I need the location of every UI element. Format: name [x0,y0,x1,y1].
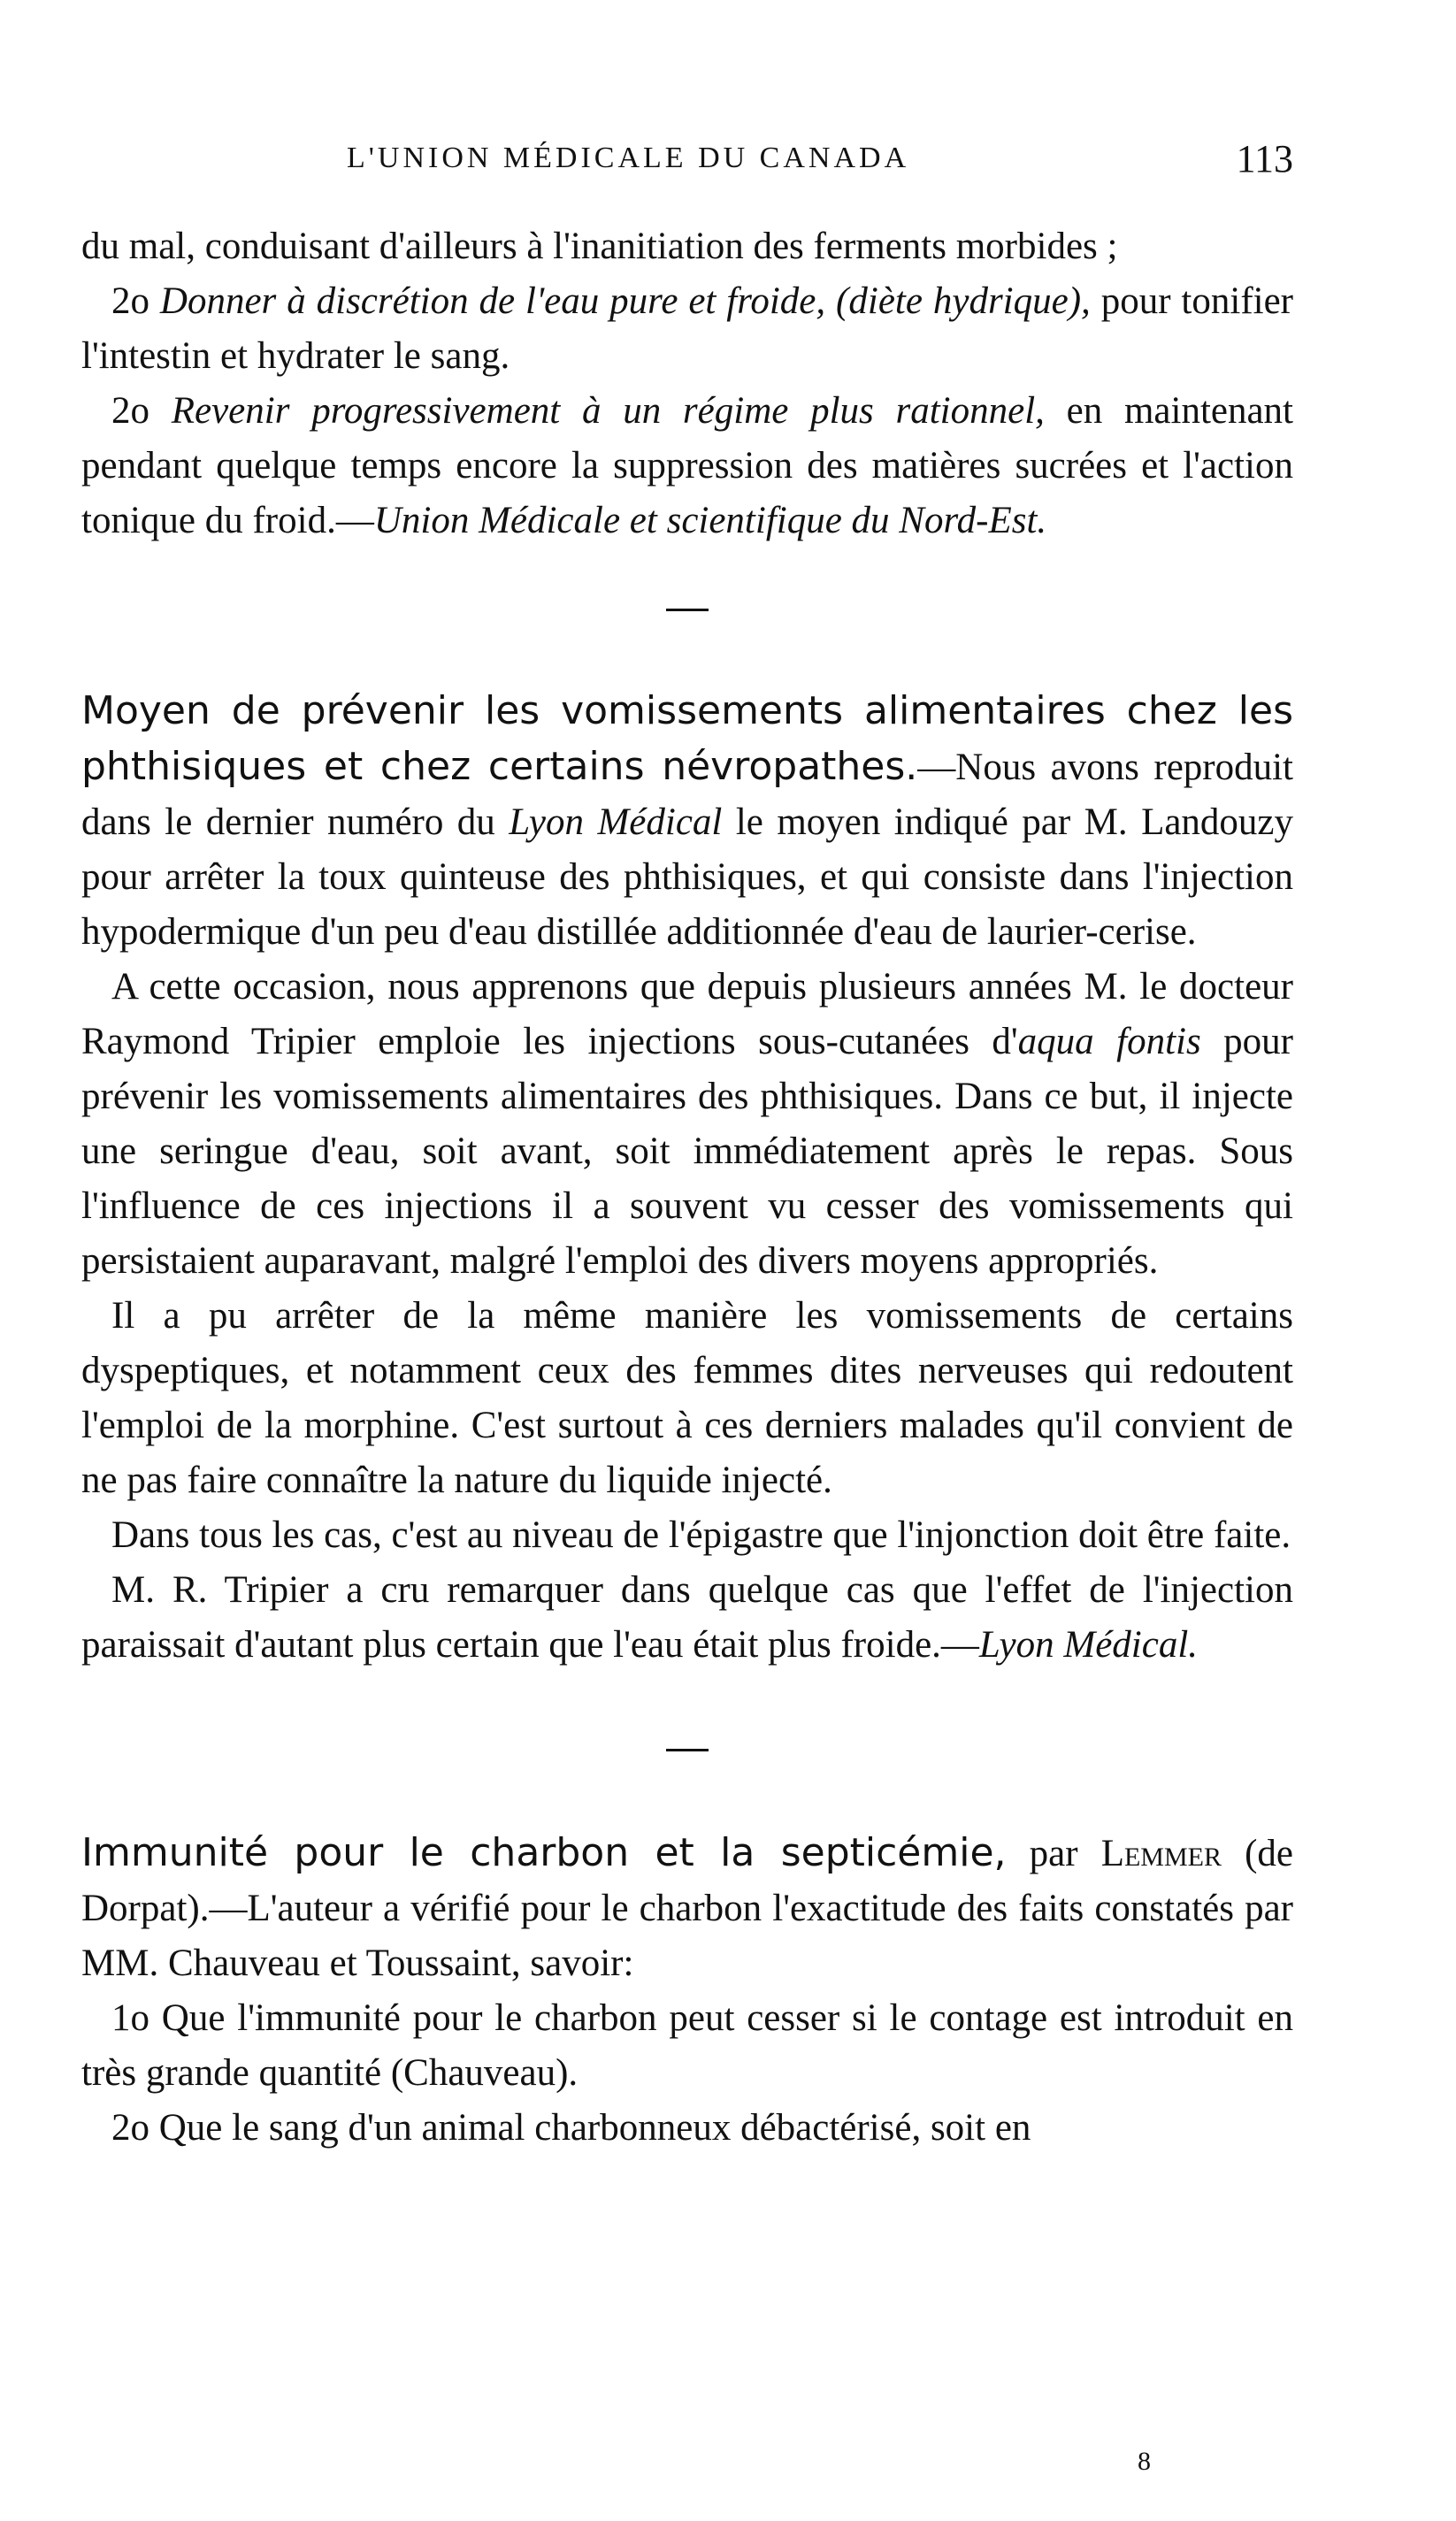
italic-phrase: Revenir progressivement à un régime plus rationnel, [171,390,1045,432]
paragraph-text: A cette occasion, nous apprenons que depuis plusieurs années M. le docteur Raymond Tripier emploie les injections sous-cutanées d' [81,966,1293,1062]
article-1-paragraph-2 [81,960,1293,1289]
italic-phrase: Donner à discrétion de l'eau pure et froide, (diète hydrique), [159,280,1091,322]
paragraph-text: (de Dorpat).—L'auteur a vérifié pour le charbon l'exactitude des faits constatés par MM. Chauveau et Toussaint, savoir: [81,1833,1294,1984]
title-dash: — [917,747,956,788]
paragraph-text: pour tonifier l'intestin et hydrater le sang. [81,280,1294,377]
paragraph-continuation: du mal, conduisant d'ailleurs à l'inanitiation des ferments morbides ; [81,226,1118,267]
source-citation: Lyon Médical. [978,1624,1199,1666]
article-2-title: Immunité pour le charbon et la septicémie, [81,1830,1007,1875]
paragraph-text: le moyen indiqué par M. Landouzy pour arrêter la toux quinteuse des phthisiques, et qui consiste dans l'injection hypodermique d'un peu d'eau distillée additionnée d'eau de laurier-cerise. [81,801,1294,953]
paragraph-text: M. R. Tripier a cru remarquer dans quelque cas que l'effet de l'injection paraissait d'autant plus certain que l'eau était plus froide.— [81,1569,1293,1666]
page-number: 113 [1236,137,1293,180]
author-name: Lemmer [1100,1833,1222,1874]
source-citation: Union Médicale et scientifique du Nord-Est. [373,500,1047,541]
paragraph-text: en maintenant pendant quelque temps encore la suppression des matières sucrées et l'action tonique du froid.— [81,390,1294,541]
paragraph-text: Nous avons reproduit dans le dernier numéro du [81,747,1293,843]
article-1-paragraph-4: Dans tous les cas, c'est au niveau de l'épigastre que l'injonction doit être faite. [111,1514,1291,1556]
article-2-item-1: 1o Que l'immunité pour le charbon peut cesser si le contage est introduit en très grande quantité (Chauveau). [81,1997,1293,2094]
paragraph-item-2 [81,274,1293,384]
article-1-first-paragraph [81,684,1293,960]
paragraph-item-3 [81,384,1293,548]
article-1-paragraph-3: Il a pu arrêter de la même manière les vomissements de certains dyspeptiques, et notamment ceux des femmes dites nerveuses qui redoutent l'emploi de la morphine. C'est surtout à ces derniers malades qu'il convient de ne pas faire connaître la nature du liquide injecté. [81,1295,1293,1501]
page-body [81,219,1293,2156]
byline-par: par [1006,1833,1101,1874]
running-title: L'UNION MÉDICALE DU CANADA [347,142,910,174]
section-divider [666,1749,709,1751]
item-number: 2o [111,390,172,432]
section-divider [666,609,709,611]
journal-name: Lyon Médical [509,801,723,843]
item-number: 2o [111,280,160,322]
page-header [81,137,1293,195]
article-2-item-2: 2o Que le sang d'un animal charbonneux débactérisé, soit en [111,2107,1031,2149]
article-2-first-paragraph [81,1826,1293,1991]
article-1-paragraph-5 [81,1563,1293,1673]
signature-mark: 8 [1138,2447,1151,2476]
latin-phrase: aqua fontis [1017,1021,1201,1062]
paragraph-text: pour prévenir les vomissements alimentaires des phthisiques. Dans ce but, il injecte une seringue d'eau, soit avant, soit immédiatement après le repas. Sous l'influence de ces injections il a souvent vu cesser des vomissements qui persistaient auparavant, malgré l'emploi des divers moyens appropriés. [81,1021,1293,1282]
article-1-title: Moyen de prévenir les vomissements alimentaires chez les phthisiques et chez certains névropathes. [81,688,1293,789]
